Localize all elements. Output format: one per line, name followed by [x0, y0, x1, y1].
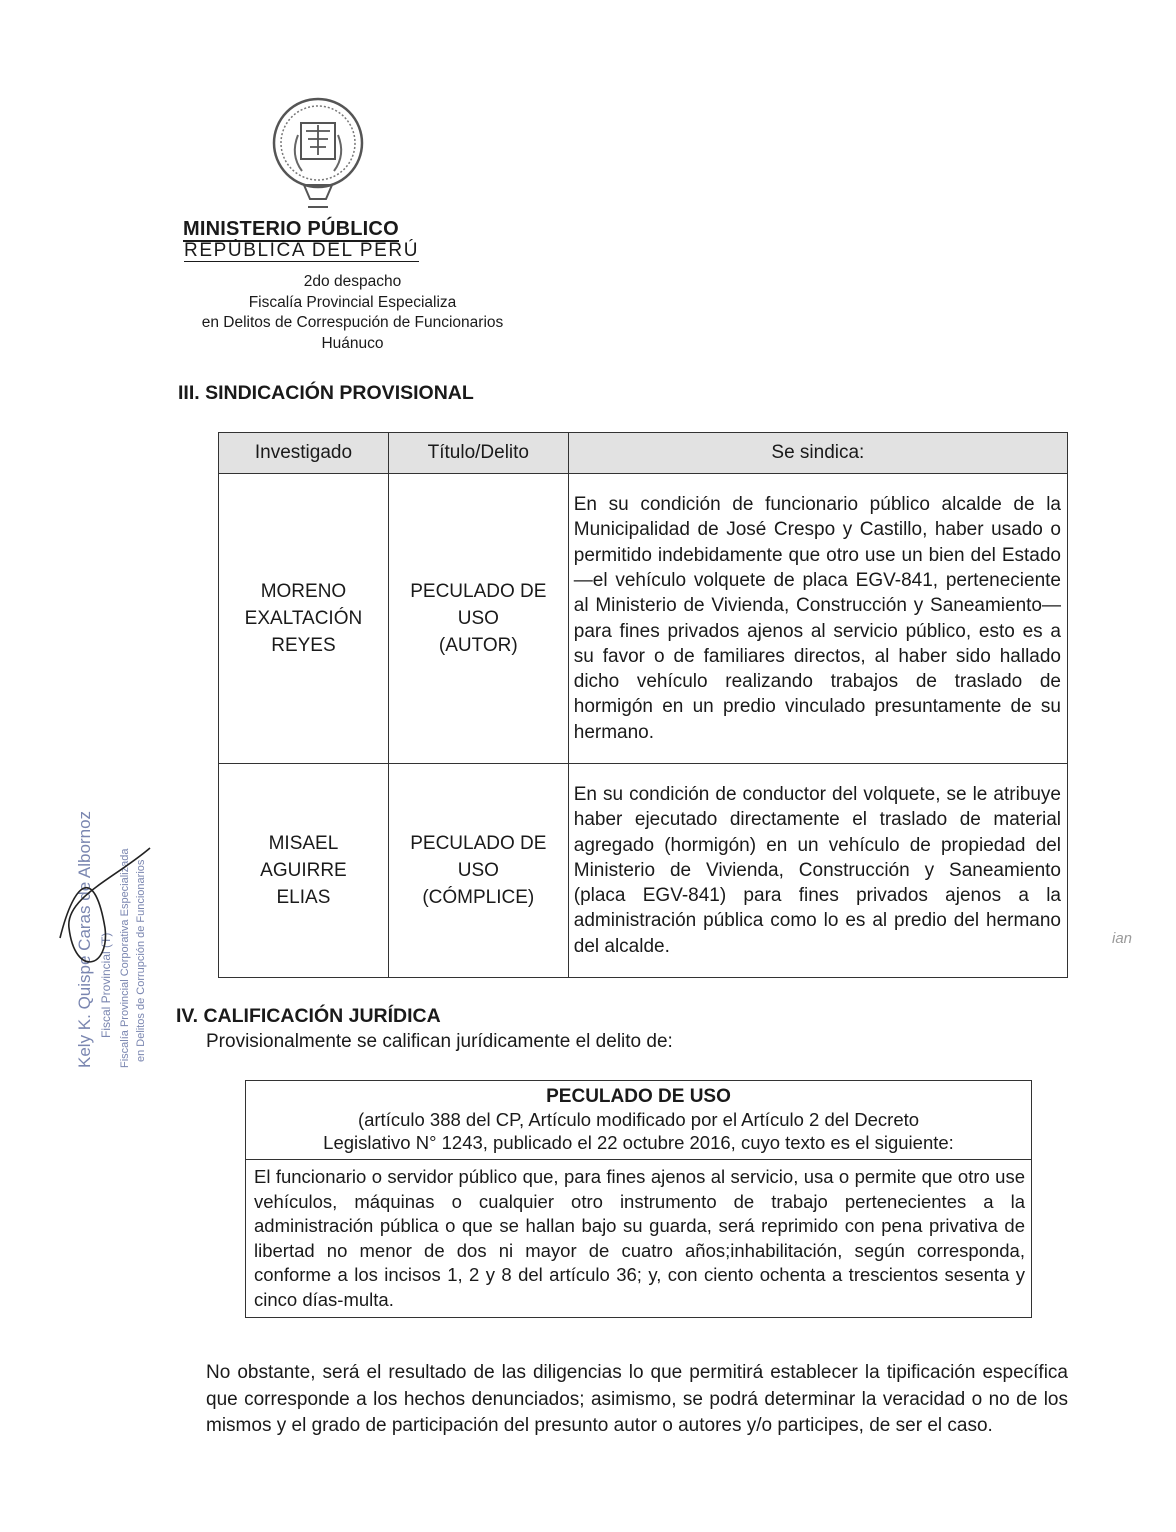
column-header: Se sindica: [568, 433, 1067, 474]
cell-line: MISAEL [268, 833, 339, 854]
office-line: en Delitos de Correspución de Funcionarios [201, 314, 504, 331]
country-name: REPÚBLICA DEL PERÚ [184, 240, 420, 261]
legal-article-box [245, 1080, 1032, 1318]
cell-line: PECULADO DE [410, 833, 547, 854]
signature-stamp [55, 808, 175, 1078]
cell-line: REYES [271, 635, 336, 656]
legal-article-text: El funcionario o servidor público que, para fines ajenos al servicio, usa o permite que otro use vehículos, máquinas o cualquier otro instrumento de trabajo pertenecientes a la administración pública o que se hallan bajo su guarda, será reprimido con pena privativa de libertad no menor de dos ni mayor de cuatro años;inhabilitación, según corresponda, conforme a los incisos 1, 2 y 8 del artículo 36; y, con ciento ochenta a trescientos sesenta y cinco días-multa. [254, 1166, 1025, 1310]
sindica-cell: En su condición de conductor del volquete, se le atribuye haber ejecutado directamente el traslado de material agregado (hormigón) en un vehículo de propiedad del Ministerio de Vivienda, Construcción y Saneamiento (placa EGV-841) para fines privados ajenos a la administración pública como lo es al predio del hermano del alcalde. [568, 764, 1067, 978]
institution-name: MINISTERIO PÚBLICO [183, 218, 399, 240]
table-row [219, 764, 1068, 978]
section-iv-intro: Provisionalmente se califican jurídicamente el delito de: [206, 1031, 673, 1052]
stamp-line: en Delitos de Corrupción de Funcionarios [135, 859, 147, 1062]
section-iv-title: IV. CALIFICACIÓN JURÍDICA [176, 1005, 441, 1027]
cell-line: PECULADO DE [410, 581, 547, 602]
delito-cell [388, 474, 568, 764]
cell-line: (AUTOR) [438, 635, 518, 656]
office-line: 2do despacho [303, 273, 402, 290]
cell-line: USO [457, 860, 499, 881]
cell-line: USO [457, 608, 499, 629]
column-header: Título/Delito [388, 433, 568, 474]
cell-line: AGUIRRE [260, 860, 347, 881]
investigado-cell [219, 764, 389, 978]
legal-article-subtitle: Legislativo N° 1243, publicado el 22 octubre 2016, cuyo texto es el siguiente: [323, 1132, 954, 1153]
investigado-cell [219, 474, 389, 764]
stamp-line: Fiscalía Provincial Corporativa Especializada [119, 848, 131, 1068]
cell-line: ELIAS [276, 887, 331, 908]
stamp-line: Fiscal Provincial (T) [99, 932, 113, 1038]
cell-line: (CÓMPLICE) [422, 887, 535, 908]
office-line: Fiscalía Provincial Especializa [248, 293, 457, 311]
margin-mark: ian [1112, 930, 1133, 947]
office-block [175, 272, 530, 354]
column-header: Investigado [219, 433, 389, 474]
sindicacion-table [218, 432, 1068, 978]
stamp-line: Kely K. Quispe Caras de Albornoz [75, 810, 94, 1068]
office-line: Huánuco [321, 334, 384, 352]
cell-line: EXALTACIÓN [244, 608, 363, 629]
delito-cell [388, 764, 568, 978]
legal-article-header [246, 1081, 1031, 1160]
cell-line: MORENO [260, 581, 347, 602]
closing-paragraph: No obstante, será el resultado de las diligencias lo que permitirá establecer la tipificación específica que corresponde a los hechos denunciados; asimismo, se podrá determinar la veracidad o no de los mismos y el grado de participación del presunto autor o autores y/o participes, de ser el caso. [206, 1362, 1068, 1436]
legal-article-title: PECULADO DE USO [546, 1086, 731, 1107]
table-row [219, 474, 1068, 764]
sindica-cell: En su condición de funcionario público alcalde de la Municipalidad de José Crespo y Castillo, haber usado o permitido indebidamente que otro use un bien del Estado —el vehículo volquete de placa EGV-841, perteneciente al Ministerio de Vivienda, Construcción y Saneamiento— para fines privados ajenos al servicio público, esto es a su favor o de familiares directos, al haber sido hallado dicho vehículo realizando trabajos de traslado de hormigón en un predio vinculado presuntamente de su hermano. [568, 474, 1067, 764]
section-iii-title: III. SINDICACIÓN PROVISIONAL [178, 382, 474, 404]
legal-article-subtitle: (artículo 388 del CP, Artículo modificado por el Artículo 2 del Decreto [357, 1109, 920, 1130]
ministerio-publico-seal [268, 95, 368, 215]
table-header-row [219, 433, 1068, 474]
